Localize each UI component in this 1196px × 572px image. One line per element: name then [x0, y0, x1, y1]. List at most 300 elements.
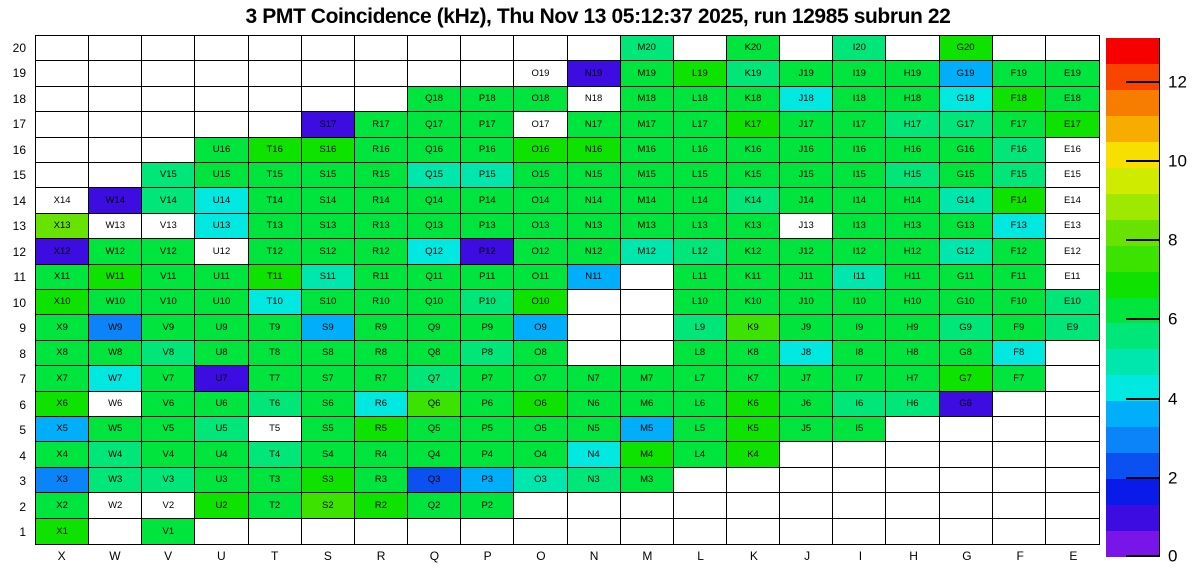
heatmap-cell: E10 — [1046, 290, 1099, 315]
y-tick-label: 20 — [12, 40, 26, 55]
heatmap-cell: R4 — [355, 442, 408, 467]
heatmap-cell-empty — [780, 519, 833, 544]
heatmap-cell: X3 — [36, 468, 89, 493]
heatmap-cell: S8 — [302, 341, 355, 366]
colorbar-band — [1106, 194, 1159, 220]
heatmap-cell: I7 — [833, 366, 886, 391]
colorbar-band — [1106, 90, 1159, 116]
heatmap-cell-empty — [408, 61, 461, 86]
heatmap-cell: L15 — [674, 163, 727, 188]
heatmap-cell: I16 — [833, 138, 886, 163]
heatmap-cell: N6 — [568, 392, 621, 417]
heatmap-cell: R16 — [355, 138, 408, 163]
heatmap-cell-empty — [302, 519, 355, 544]
heatmap-cell: G15 — [940, 163, 993, 188]
heatmap-cell: H13 — [886, 214, 939, 239]
y-tick-label: 4 — [19, 448, 26, 463]
y-tick-label: 1 — [19, 525, 26, 540]
heatmap-cell: F13 — [993, 214, 1046, 239]
heatmap-cell: V4 — [142, 442, 195, 467]
x-tick-label: V — [164, 549, 173, 563]
heatmap-cell: L8 — [674, 341, 727, 366]
heatmap-cell: O14 — [514, 188, 567, 213]
heatmap-cell: W14 — [89, 188, 142, 213]
y-tick-label: 19 — [12, 66, 26, 81]
colorbar-tick-label: 12 — [1168, 72, 1187, 92]
heatmap-cell: G9 — [940, 315, 993, 340]
heatmap-cell: P11 — [461, 265, 514, 290]
heatmap-cell: M7 — [621, 366, 674, 391]
heatmap-cell-empty — [886, 36, 939, 61]
x-tick-label: O — [536, 549, 546, 563]
heatmap-cell: J19 — [780, 61, 833, 86]
heatmap-cell: N3 — [568, 468, 621, 493]
colorbar-band — [1106, 349, 1159, 375]
heatmap-cell-empty — [36, 138, 89, 163]
y-tick-label: 7 — [19, 372, 26, 387]
heatmap-cell: F7 — [993, 366, 1046, 391]
heatmap-cell: R7 — [355, 366, 408, 391]
heatmap-cell: J9 — [780, 315, 833, 340]
heatmap-cell-empty — [780, 442, 833, 467]
heatmap-cell: M14 — [621, 188, 674, 213]
chart-title: 3 PMT Coincidence (kHz), Thu Nov 13 05:12:37 2025, run 12985 subrun 22 — [245, 5, 951, 28]
x-tick-label: X — [57, 549, 66, 563]
heatmap-cell-empty — [142, 61, 195, 86]
heatmap-cell: W2 — [89, 493, 142, 518]
heatmap-cell: Q14 — [408, 188, 461, 213]
heatmap-cell-empty — [674, 36, 727, 61]
heatmap-cell: G6 — [940, 392, 993, 417]
heatmap-cell: K20 — [727, 36, 780, 61]
heatmap-cell: Q18 — [408, 87, 461, 112]
heatmap-cell: Q16 — [408, 138, 461, 163]
heatmap-cell: P17 — [461, 112, 514, 137]
heatmap-cell-empty — [249, 61, 302, 86]
y-tick-label: 2 — [19, 499, 26, 514]
heatmap-cell: H17 — [886, 112, 939, 137]
x-tick-label: T — [270, 549, 279, 563]
x-tick-label: S — [323, 549, 332, 563]
heatmap-cell: G11 — [940, 265, 993, 290]
heatmap-cell: W6 — [89, 392, 142, 417]
heatmap-cell: J13 — [780, 214, 833, 239]
heatmap-cell-empty — [1046, 519, 1099, 544]
heatmap-cell: K16 — [727, 138, 780, 163]
heatmap-cell: G20 — [940, 36, 993, 61]
y-tick-label: 16 — [12, 142, 26, 157]
heatmap-cell-empty — [195, 87, 248, 112]
heatmap-cell: F9 — [993, 315, 1046, 340]
heatmap-cell-empty — [355, 87, 408, 112]
heatmap-cell: N18 — [568, 87, 621, 112]
heatmap-grid — [35, 35, 1100, 545]
heatmap-cell: I5 — [833, 417, 886, 442]
heatmap-cell: R6 — [355, 392, 408, 417]
y-tick-label: 3 — [19, 474, 26, 489]
heatmap-cell: I13 — [833, 214, 886, 239]
heatmap-cell: O15 — [514, 163, 567, 188]
heatmap-cell: H6 — [886, 392, 939, 417]
heatmap-cell: R10 — [355, 290, 408, 315]
heatmap-cell: X7 — [36, 366, 89, 391]
x-tick-label: W — [109, 549, 121, 563]
heatmap-cell: W8 — [89, 341, 142, 366]
heatmap-cell-empty — [89, 138, 142, 163]
heatmap-cell: P16 — [461, 138, 514, 163]
heatmap-cell-empty — [461, 36, 514, 61]
heatmap-cell: W4 — [89, 442, 142, 467]
heatmap-cell-empty — [355, 519, 408, 544]
heatmap-cell-empty — [1046, 36, 1099, 61]
heatmap-cell: O16 — [514, 138, 567, 163]
colorbar-band — [1106, 323, 1159, 349]
heatmap-cell: S4 — [302, 442, 355, 467]
x-tick-label: E — [1069, 549, 1078, 563]
heatmap-cell-empty — [36, 163, 89, 188]
heatmap-cell: S2 — [302, 493, 355, 518]
heatmap-cell-empty — [621, 315, 674, 340]
y-tick-label: 10 — [12, 295, 26, 310]
heatmap-cell-empty — [408, 36, 461, 61]
heatmap-cell: H18 — [886, 87, 939, 112]
heatmap-cell: K15 — [727, 163, 780, 188]
heatmap-cell: U7 — [195, 366, 248, 391]
heatmap-cell: F15 — [993, 163, 1046, 188]
heatmap-cell: S16 — [302, 138, 355, 163]
y-tick-label: 15 — [12, 168, 26, 183]
heatmap-cell: I18 — [833, 87, 886, 112]
heatmap-cell: G12 — [940, 239, 993, 264]
y-axis — [0, 35, 30, 545]
heatmap-cell-empty — [461, 61, 514, 86]
heatmap-cell: M18 — [621, 87, 674, 112]
heatmap-cell: V6 — [142, 392, 195, 417]
heatmap-cell: I8 — [833, 341, 886, 366]
x-tick-label: L — [697, 549, 704, 563]
heatmap-cell-empty — [249, 112, 302, 137]
heatmap-cell: K14 — [727, 188, 780, 213]
heatmap-cell: K17 — [727, 112, 780, 137]
colorbar-band — [1106, 298, 1159, 324]
heatmap-cell: R5 — [355, 417, 408, 442]
heatmap-cell-empty — [461, 519, 514, 544]
heatmap-cell: S14 — [302, 188, 355, 213]
heatmap-cell-empty — [780, 36, 833, 61]
heatmap-cell: L9 — [674, 315, 727, 340]
heatmap-cell: T8 — [249, 341, 302, 366]
heatmap-cell: T10 — [249, 290, 302, 315]
heatmap-cell: P18 — [461, 87, 514, 112]
heatmap-cell: Q9 — [408, 315, 461, 340]
heatmap-cell: H7 — [886, 366, 939, 391]
heatmap-cell-empty — [621, 341, 674, 366]
heatmap-cell-empty — [886, 519, 939, 544]
heatmap-cell: U6 — [195, 392, 248, 417]
heatmap-cell-empty — [89, 519, 142, 544]
heatmap-cell: O10 — [514, 290, 567, 315]
heatmap-cell: N14 — [568, 188, 621, 213]
x-tick-label: M — [642, 549, 653, 563]
colorbar — [1106, 38, 1160, 557]
y-tick-label: 9 — [19, 321, 26, 336]
heatmap-cell: X2 — [36, 493, 89, 518]
heatmap-cell: N7 — [568, 366, 621, 391]
x-tick-label: U — [217, 549, 226, 563]
heatmap-cell-empty — [1046, 417, 1099, 442]
heatmap-cell: U3 — [195, 468, 248, 493]
heatmap-cell: X1 — [36, 519, 89, 544]
heatmap-cell-empty — [940, 468, 993, 493]
heatmap-cell: F18 — [993, 87, 1046, 112]
heatmap-cell: T3 — [249, 468, 302, 493]
heatmap-cell: R11 — [355, 265, 408, 290]
heatmap-cell: K12 — [727, 239, 780, 264]
heatmap-cell: R13 — [355, 214, 408, 239]
heatmap-cell: E18 — [1046, 87, 1099, 112]
heatmap-cell-empty — [142, 138, 195, 163]
heatmap-cell: V11 — [142, 265, 195, 290]
heatmap-cell-empty — [89, 36, 142, 61]
heatmap-cell: W13 — [89, 214, 142, 239]
heatmap-cell: K19 — [727, 61, 780, 86]
heatmap-cell: J11 — [780, 265, 833, 290]
heatmap-cell: M5 — [621, 417, 674, 442]
heatmap-cell-empty — [249, 87, 302, 112]
heatmap-cell: V9 — [142, 315, 195, 340]
heatmap-cell-empty — [833, 442, 886, 467]
heatmap-cell: V8 — [142, 341, 195, 366]
heatmap-cell-empty — [993, 36, 1046, 61]
colorbar-tick-label: 2 — [1168, 468, 1178, 488]
heatmap-cell: Q12 — [408, 239, 461, 264]
heatmap-cell-empty — [249, 36, 302, 61]
heatmap-cell: J17 — [780, 112, 833, 137]
heatmap-cell: P15 — [461, 163, 514, 188]
heatmap-cell: E14 — [1046, 188, 1099, 213]
heatmap-cell-empty — [621, 519, 674, 544]
heatmap-cell: I9 — [833, 315, 886, 340]
heatmap-cell-empty — [993, 417, 1046, 442]
heatmap-cell-empty — [940, 519, 993, 544]
heatmap-cell-empty — [568, 519, 621, 544]
heatmap-cell: W11 — [89, 265, 142, 290]
heatmap-cell: S15 — [302, 163, 355, 188]
heatmap-cell-empty — [302, 61, 355, 86]
heatmap-cell-empty — [621, 265, 674, 290]
heatmap-cell: E17 — [1046, 112, 1099, 137]
heatmap-cell-empty — [302, 36, 355, 61]
heatmap-cell: J10 — [780, 290, 833, 315]
colorbar-band — [1106, 531, 1159, 557]
heatmap-cell-empty — [195, 61, 248, 86]
heatmap-cell: O12 — [514, 239, 567, 264]
heatmap-cell: X13 — [36, 214, 89, 239]
heatmap-cell-empty — [514, 36, 567, 61]
heatmap-cell: J18 — [780, 87, 833, 112]
heatmap-cell-empty — [36, 36, 89, 61]
heatmap-cell: U8 — [195, 341, 248, 366]
heatmap-cell: Q2 — [408, 493, 461, 518]
heatmap-cell-empty — [36, 87, 89, 112]
heatmap-cell: H9 — [886, 315, 939, 340]
heatmap-cell-empty — [89, 163, 142, 188]
heatmap-cell-empty — [886, 442, 939, 467]
heatmap-cell-empty — [1046, 366, 1099, 391]
colorbar-band — [1106, 220, 1159, 246]
heatmap-cell-empty — [36, 61, 89, 86]
heatmap-cell-empty — [727, 468, 780, 493]
heatmap-cell-empty — [514, 493, 567, 518]
heatmap-cell: U5 — [195, 417, 248, 442]
x-tick-label: Q — [429, 549, 440, 563]
heatmap-cell: E9 — [1046, 315, 1099, 340]
colorbar-band — [1106, 427, 1159, 453]
x-tick-label: H — [909, 549, 918, 563]
heatmap-cell-empty — [727, 493, 780, 518]
x-tick-label: F — [1016, 549, 1024, 563]
heatmap-cell-empty — [568, 493, 621, 518]
heatmap-cell: T15 — [249, 163, 302, 188]
heatmap-cell-empty — [568, 341, 621, 366]
heatmap-cell-empty — [780, 493, 833, 518]
heatmap-cell: N5 — [568, 417, 621, 442]
heatmap-cell-empty — [940, 442, 993, 467]
heatmap-cell: M3 — [621, 468, 674, 493]
heatmap-cell-empty — [142, 36, 195, 61]
heatmap-cell-empty — [355, 36, 408, 61]
heatmap-cell: L18 — [674, 87, 727, 112]
heatmap-cell: Q5 — [408, 417, 461, 442]
heatmap-cell: W3 — [89, 468, 142, 493]
colorbar-band — [1106, 479, 1159, 505]
heatmap-cell-empty — [142, 87, 195, 112]
colorbar-band — [1106, 272, 1159, 298]
heatmap-cell: H16 — [886, 138, 939, 163]
heatmap-cell: K10 — [727, 290, 780, 315]
heatmap-cell-empty — [993, 493, 1046, 518]
heatmap-cell: S5 — [302, 417, 355, 442]
heatmap-cell: P14 — [461, 188, 514, 213]
heatmap-cell: M15 — [621, 163, 674, 188]
heatmap-cell: P3 — [461, 468, 514, 493]
heatmap-cell: O3 — [514, 468, 567, 493]
heatmap-cell: S10 — [302, 290, 355, 315]
heatmap-cell: T7 — [249, 366, 302, 391]
heatmap-cell: U11 — [195, 265, 248, 290]
x-axis — [35, 546, 1100, 566]
heatmap-cell-empty — [195, 519, 248, 544]
heatmap-cell: P2 — [461, 493, 514, 518]
heatmap-cell: K18 — [727, 87, 780, 112]
heatmap-cell: I11 — [833, 265, 886, 290]
colorbar-band — [1106, 453, 1159, 479]
x-tick-label: G — [962, 549, 972, 563]
heatmap-cell: Q13 — [408, 214, 461, 239]
heatmap-cell: O8 — [514, 341, 567, 366]
heatmap-cell-empty — [1046, 341, 1099, 366]
heatmap-cell-empty — [940, 417, 993, 442]
heatmap-cell-empty — [568, 315, 621, 340]
heatmap-cell: U10 — [195, 290, 248, 315]
heatmap-cell: P9 — [461, 315, 514, 340]
heatmap-cell: L7 — [674, 366, 727, 391]
heatmap-cell-empty — [886, 468, 939, 493]
heatmap-cell: G17 — [940, 112, 993, 137]
y-tick-label: 18 — [12, 91, 26, 106]
heatmap-cell: R17 — [355, 112, 408, 137]
heatmap-cell-empty — [568, 290, 621, 315]
heatmap-cell: S7 — [302, 366, 355, 391]
colorbar-tick-label: 8 — [1168, 230, 1178, 250]
heatmap-cell-empty — [1046, 468, 1099, 493]
y-tick-label: 8 — [19, 346, 26, 361]
heatmap-cell: Q17 — [408, 112, 461, 137]
heatmap-cell-empty — [1046, 493, 1099, 518]
heatmap-cell: G18 — [940, 87, 993, 112]
heatmap-cell: O18 — [514, 87, 567, 112]
heatmap-cell: V13 — [142, 214, 195, 239]
heatmap-cell-empty — [940, 493, 993, 518]
heatmap-cell: Q3 — [408, 468, 461, 493]
heatmap-cell: R3 — [355, 468, 408, 493]
heatmap-cell: L16 — [674, 138, 727, 163]
x-tick-label: K — [749, 549, 758, 563]
heatmap-cell: X8 — [36, 341, 89, 366]
heatmap-cell: H12 — [886, 239, 939, 264]
heatmap-cell: K6 — [727, 392, 780, 417]
heatmap-cell-empty — [833, 519, 886, 544]
heatmap-cell: H15 — [886, 163, 939, 188]
heatmap-cell: P7 — [461, 366, 514, 391]
heatmap-cell: R2 — [355, 493, 408, 518]
heatmap-cell: O11 — [514, 265, 567, 290]
y-tick-label: 13 — [12, 219, 26, 234]
heatmap-cell: O13 — [514, 214, 567, 239]
heatmap-cell: U14 — [195, 188, 248, 213]
heatmap-cell: L17 — [674, 112, 727, 137]
colorbar-band — [1106, 168, 1159, 194]
heatmap-cell: N17 — [568, 112, 621, 137]
heatmap-cell: E15 — [1046, 163, 1099, 188]
heatmap-cell: N16 — [568, 138, 621, 163]
heatmap-cell: M16 — [621, 138, 674, 163]
heatmap-cell: X12 — [36, 239, 89, 264]
colorbar-band — [1106, 505, 1159, 531]
heatmap-cell: T9 — [249, 315, 302, 340]
heatmap-cell: V10 — [142, 290, 195, 315]
heatmap-cell: W9 — [89, 315, 142, 340]
heatmap-cell: G14 — [940, 188, 993, 213]
heatmap-cell: E12 — [1046, 239, 1099, 264]
heatmap-cell: P8 — [461, 341, 514, 366]
heatmap-cell: T5 — [249, 417, 302, 442]
heatmap-cell: K8 — [727, 341, 780, 366]
x-tick-label: N — [589, 549, 599, 563]
y-tick-label: 17 — [12, 117, 26, 132]
heatmap-cell: T12 — [249, 239, 302, 264]
heatmap-cell: V12 — [142, 239, 195, 264]
colorbar-band — [1106, 64, 1159, 90]
x-tick-label: R — [376, 549, 386, 563]
heatmap-cell-empty — [674, 519, 727, 544]
heatmap-cell: J16 — [780, 138, 833, 163]
heatmap-cell: X5 — [36, 417, 89, 442]
heatmap-cell: W5 — [89, 417, 142, 442]
heatmap-cell: R12 — [355, 239, 408, 264]
heatmap-cell: G10 — [940, 290, 993, 315]
heatmap-cell: T16 — [249, 138, 302, 163]
